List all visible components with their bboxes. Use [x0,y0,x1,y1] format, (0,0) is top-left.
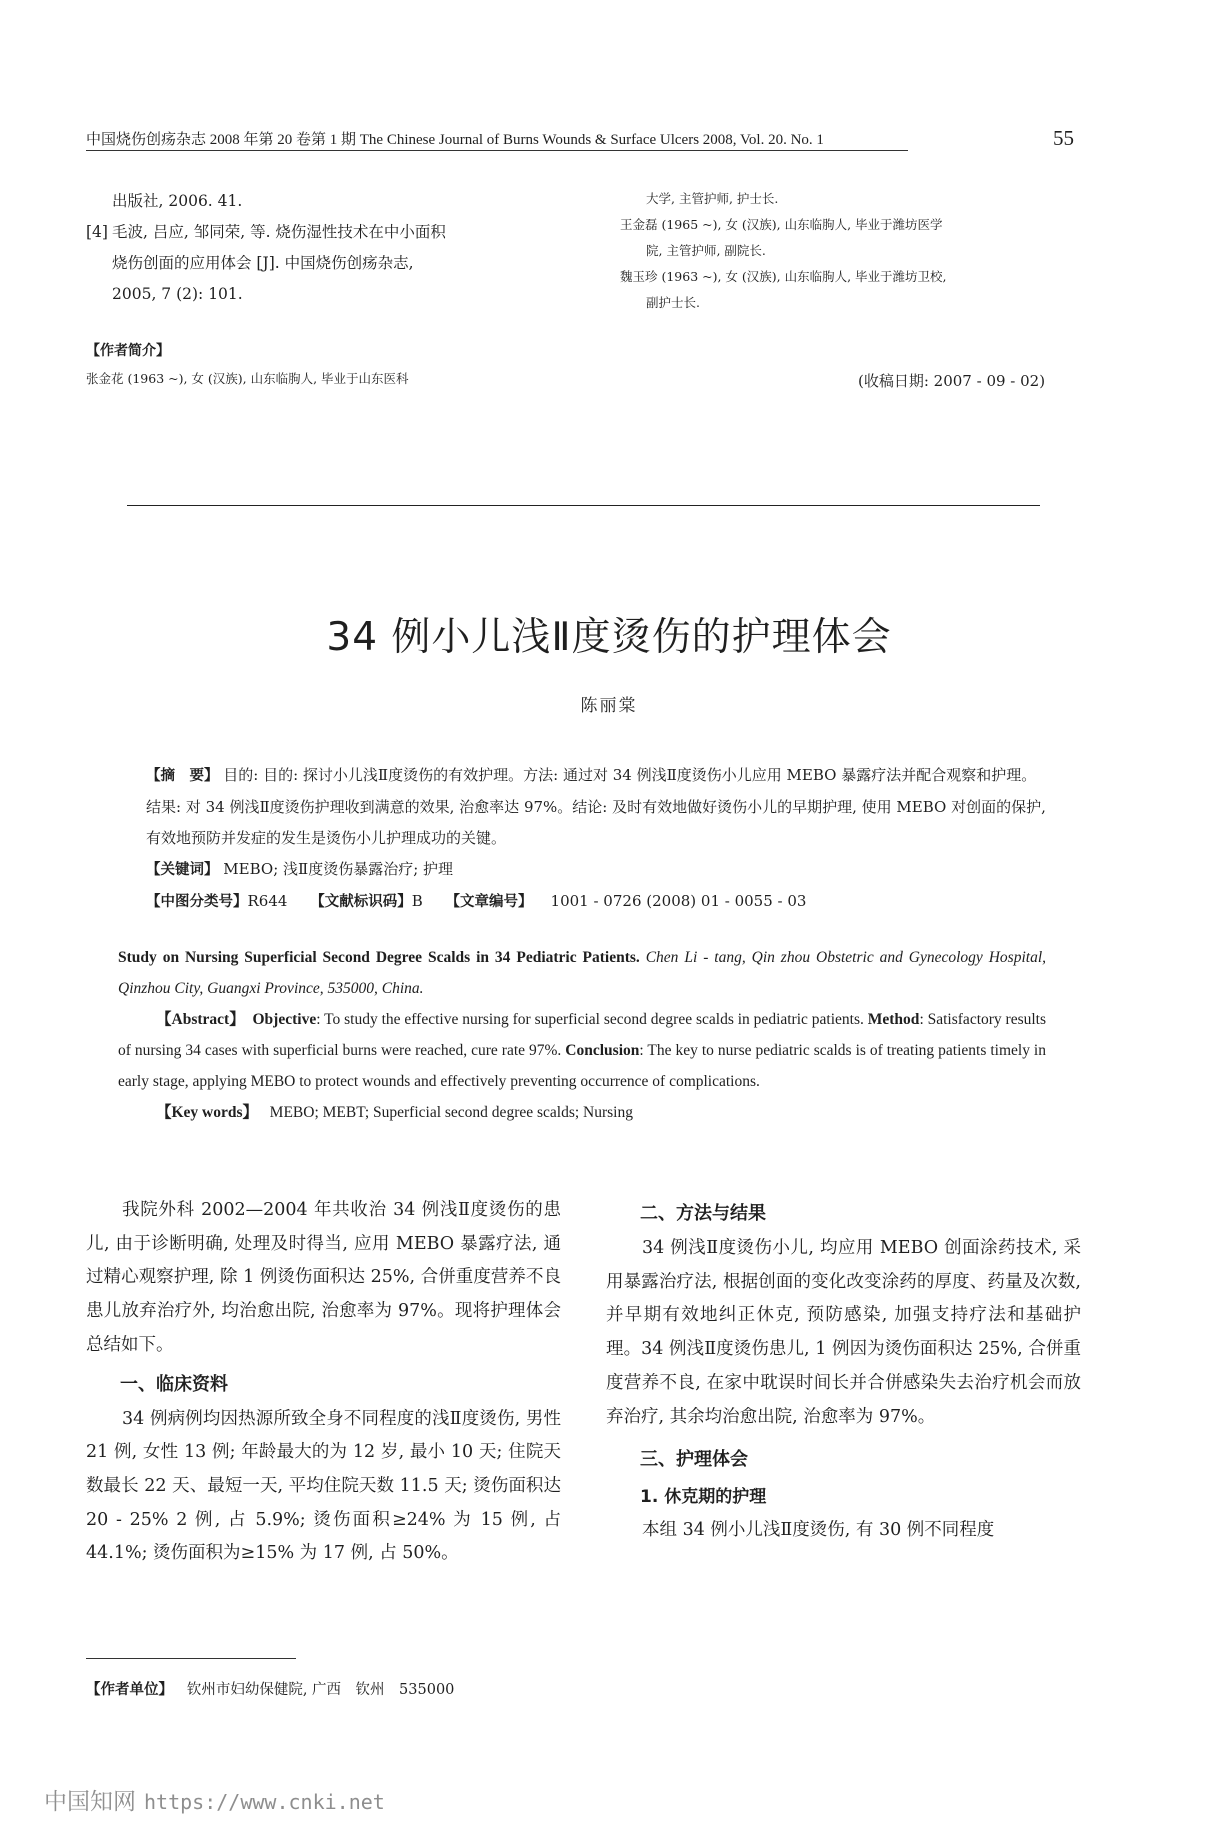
previous-article-left [86,186,566,392]
english-keywords-text: MEBO; MEBT; Superficial second degree scalds; Nursing [269,1104,633,1121]
author-bio-1-continued: 大学, 主管护师, 护士长. [646,191,779,206]
keywords-text: MEBO; 浅Ⅱ度烫伤暴露治疗; 护理 [223,860,454,878]
doc-code-label: 【文献标识码】 [310,894,412,910]
reference-number: [4] [86,223,108,241]
cnki-watermark [44,1783,385,1816]
subsection-1-heading: 1. 休克期的护理 [640,1487,767,1508]
body-left-column [86,1194,561,1571]
author-bio-3-line1: 魏玉珍 (1963 ~), 女 (汉族), 山东临朐人, 毕业于潍坊卫校, [620,269,947,284]
footnote-rule [86,1658,296,1659]
english-keywords-label: 【Key words】 [156,1104,259,1121]
header-rule [86,150,908,151]
abstract [146,760,1046,854]
previous-article-right [620,186,1100,316]
author-bio-3-line2: 副护士长. [646,295,700,310]
article-author: 陈丽棠 [580,696,638,716]
author-affiliation-footnote [86,1678,454,1699]
objective-text: : To study the effective nursing for superficial second degree scalds in pediatric patients. [316,1011,864,1028]
author-bio-2-line2: 院, 主管护师, 副院长. [646,243,766,258]
page-number: 55 [1053,126,1074,150]
doc-code-value: B [411,892,423,910]
method-label: Method [867,1011,920,1028]
author-bio-1: 张金花 (1963 ~), 女 (汉族), 山东临朐人, 毕业于山东医科 [86,371,409,386]
keywords-label: 【关键词】 [146,862,219,878]
article-number-value: 1001 - 0726 (2008) 01 - 0055 - 03 [550,892,807,910]
reference-tail: 出版社, 2006. 41. [112,192,243,210]
watermark-cn: 中国知网 [44,1789,136,1815]
english-abstract [118,942,1046,1128]
watermark-url: https://www.cnki.net [144,1790,385,1814]
chinese-abstract [146,760,1046,918]
author-bio-2-line1: 王金磊 (1965 ~), 女 (汉族), 山东临朐人, 毕业于潍坊医学 [620,217,943,232]
conclusion-text: : The key to nurse pediatric scalds is of treating patients timely in early stage, applying MEBO to protect wounds and effectively preventing occurrence of complications. [118,1042,1046,1090]
clc-label: 【中图分类号】 [146,894,248,910]
objective-label: Objective [252,1011,317,1028]
body-right-column [606,1196,1081,1548]
english-abstract-label: 【Abstract】 [156,1011,245,1028]
section-1-heading: 一、临床资料 [120,1373,228,1395]
english-abstract-paragraph [118,1004,1046,1097]
article-title: 34 例小儿浅Ⅱ度烫伤的护理体会 [326,615,892,660]
section-2-heading: 二、方法与结果 [640,1203,766,1224]
section-3-heading: 三、护理体会 [640,1449,748,1471]
abstract-text: 目的: 目的: 探讨小儿浅Ⅱ度烫伤的有效护理。方法: 通过对 34 例浅Ⅱ度烫伤小儿应用 MEBO 暴露疗法并配合观察和护理。结果: 对 34 例浅Ⅱ度烫伤护理收到满意的效果, 治愈率达 97%。结论: 及时有效地做好烫伤小儿的早期护理, 使用 MEBO 对创面的保护, 有效地预防并发症的发生是烫伤小儿护理成功的关键。 [146,766,1046,847]
article-separator [127,505,1040,506]
section-1-paragraph: 34 例病例均因热源所致全身不同程度的浅Ⅱ度烫伤, 男性 21 例, 女性 13 例; 年龄最大的为 12 岁, 最小 10 天; 住院天数最长 22 天、最短一天, 平均住院天数 11.5 天; 烫伤面积达 20 - 25% 2 例, 占 5.9%; 烫伤面积≥24% 为 15 例, 占 44.1%; 烫伤面积为≥15% 为 17 例, 占 50%。 [86,1408,561,1564]
intro-paragraph: 我院外科 2002—2004 年共收治 34 例浅Ⅱ度烫伤的患儿, 由于诊断明确, 处理及时得当, 应用 MEBO 暴露疗法, 通过精心观察护理, 除 1 例烫伤面积达 25%, 合併重度营养不良患儿放弃治疗外, 均治愈出院, 治愈率为 97%。现将护理体会总结如下。 [86,1200,561,1355]
classification-line [146,886,1046,918]
english-title: Study on Nursing Superficial Second Degree Scalds in 34 Pediatric Patients. [118,949,640,966]
reference-4-line3: 2005, 7 (2): 101. [112,285,243,303]
keywords [146,854,1046,886]
method-text: : Satisfactory results of nursing 34 cases with superficial burns were reached, cure rate 97%. [118,1011,1047,1059]
running-header: 中国烧伤创疡杂志 2008 年第 20 卷第 1 期 The Chinese Journal of Burns Wounds & Surface Ulcers 2008, Vol. 20. No. 1 [86,132,824,148]
english-title-line [118,942,1046,1004]
reference-4-line1: 毛波, 吕应, 邹同荣, 等. 烧伤湿性技术在中小面积 [112,223,446,241]
reference-4 [86,217,566,248]
footnote-label: 【作者单位】 [86,1682,173,1698]
footnote-text: 钦州市妇幼保健院, 广西 钦州 535000 [186,1682,455,1698]
article-number-label: 【文章编号】 [445,894,533,910]
received-date: (收稿日期: 2007 - 09 - 02) [858,372,1046,390]
section-2-paragraph: 34 例浅Ⅱ度烫伤小儿, 均应用 MEBO 创面涂药技术, 采用暴露治疗法, 根据创面的变化改变涂药的厚度、药量及次数, 并早期有效地纠正休克, 预防感染, 加强支持疗法和基础护理。34 例浅Ⅱ度烫伤患儿, 1 例因为烫伤面积达 25%, 合併重度营养不良, 在家中耽误时间长并合併感染失去治疗机会而放弃治疗, 其余均治愈出院, 治愈率为 97%。 [606,1238,1081,1427]
english-affiliation: Chen Li - tang, Qin zhou Obstetric and Gynecology Hospital, Qinzhou City, Guangxi Province, 535000, China. [118,949,1047,997]
subsection-1-paragraph: 本组 34 例小儿浅Ⅱ度烫伤, 有 30 例不同程度 [642,1520,995,1541]
conclusion-label: Conclusion [565,1042,640,1059]
clc-value: R644 [247,892,288,910]
author-bio-heading: 【作者简介】 [86,343,170,359]
english-keywords [118,1097,1046,1128]
reference-4-line2: 烧伤创面的应用体会 [J]. 中国烧伤创疡杂志, [112,254,414,272]
abstract-label: 【摘 要】 [146,768,219,784]
